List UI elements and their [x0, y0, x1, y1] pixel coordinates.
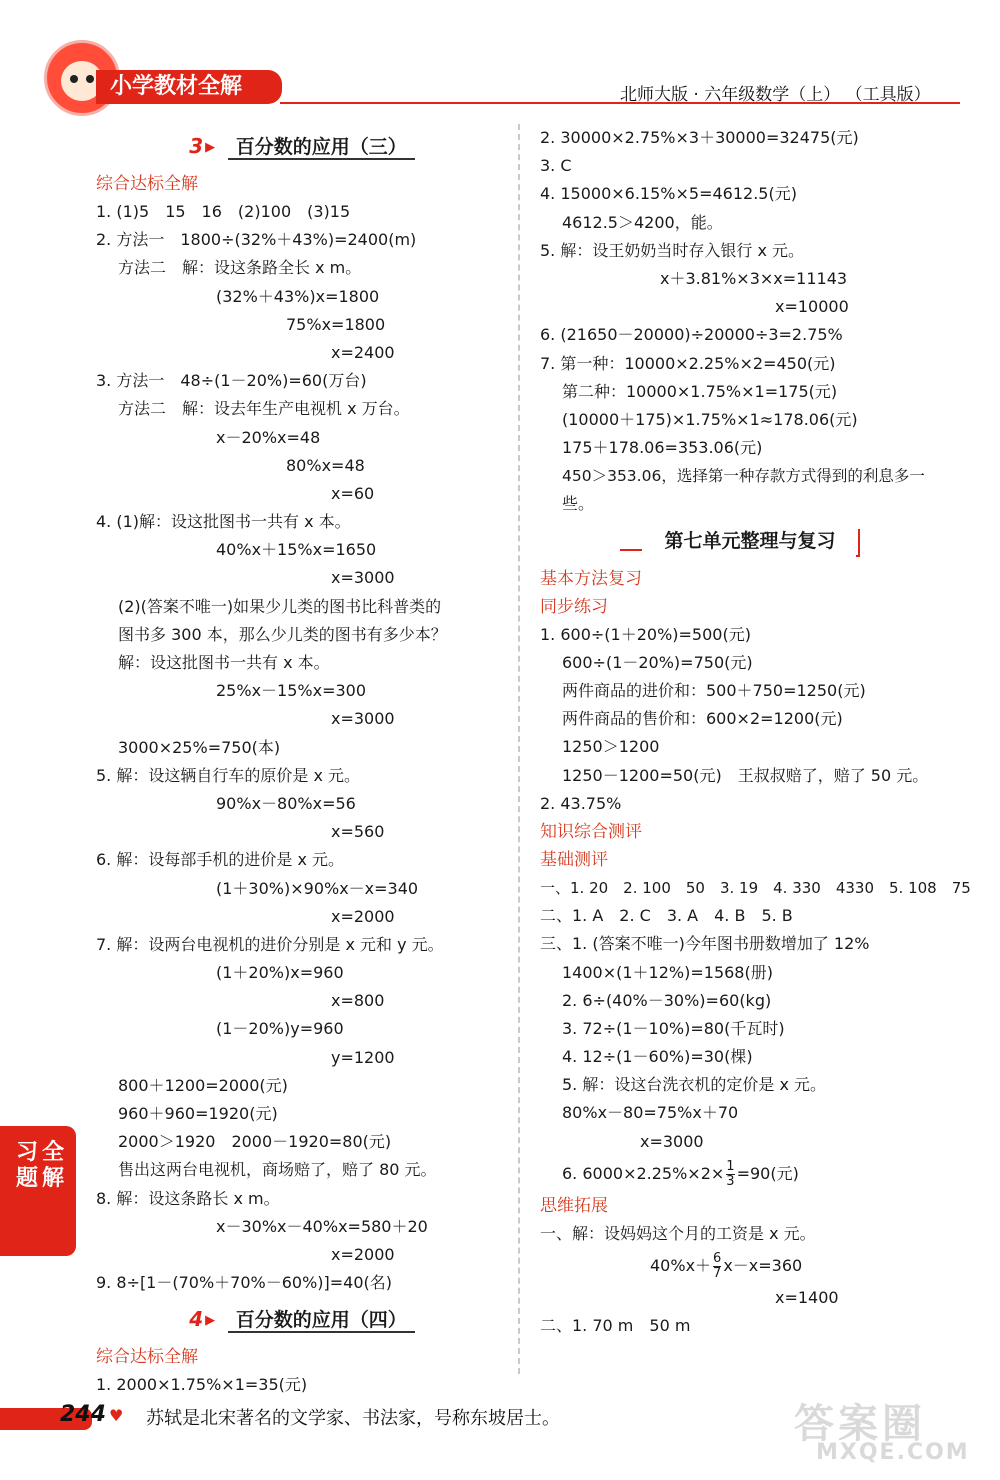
section-heading-3: 3 ▶ 百分数的应用（三）	[96, 126, 508, 166]
answer-line: 8. 解：设这条路长 x m。	[96, 1188, 280, 1208]
answer-line: 2. 30000×2.75%×3＋30000=32475(元)	[540, 128, 859, 147]
answer-line: 第二种：10000×1.75%×1=175(元)	[562, 381, 838, 401]
answer-line: 6. 解：设每部手机的进价是 x 元。	[96, 850, 344, 870]
answer-line: 3. 方法一 48÷(1－20%)=60(万台)	[96, 371, 367, 391]
section-label: 知识综合测评	[540, 821, 642, 842]
answer-line: 图书多 300 本，那么少儿类的图书有多少本？	[118, 624, 447, 644]
column-divider	[518, 124, 520, 1374]
equation-line: x＋3.81%×3×x=11143	[660, 268, 848, 288]
equation-line: x=2000	[331, 906, 395, 926]
answer-line: 两件商品的进价和：500＋750=1250(元)	[562, 681, 866, 700]
answer-line: 2. 43.75%	[540, 793, 622, 813]
equation-line: x=3000	[331, 709, 395, 729]
answer-line: 2. 6÷(40%－30%)=60(kg)	[562, 990, 772, 1010]
section-label: 基本方法复习	[540, 568, 642, 589]
equation-line: (1＋30%)×90%x－x=340	[216, 878, 419, 898]
answer-line: 6. 6000×2.25%×2× $\frac{1}{3}$ =90(元)	[562, 1158, 799, 1189]
answer-line: 2000＞1920 2000－1920=80(元)	[118, 1132, 392, 1152]
watermark-logo: 答案圈 MXQE.COM	[794, 1401, 970, 1465]
answer-line: 1250＞1200	[562, 737, 660, 757]
answer-line: 一、1. 20 2. 100 50 3. 19 4. 330 4330 5. 108 75	[540, 878, 971, 897]
equation-line: (1－20%)y=960	[216, 1019, 344, 1039]
answer-line: 600÷(1－20%)=750(元)	[562, 652, 753, 672]
equation-line: x=560	[331, 822, 385, 842]
equation-line: 40%x＋15%x=1650	[216, 540, 377, 560]
equation-line: x=60	[331, 483, 375, 503]
answer-line: 4. 15000×6.15%×5=4612.5(元)	[540, 184, 797, 204]
answer-line: 3. C	[540, 156, 572, 176]
page-header	[0, 0, 1000, 110]
answer-line: 1. 2000×1.75%×1=35(元)	[96, 1375, 308, 1395]
answer-line: (2)(答案不唯一)如果少儿类的图书比科普类的	[118, 596, 442, 616]
side-tab-label: 习题 全解	[0, 1126, 76, 1256]
answer-line: 方法二 解：设去年生产电视机 x 万台。	[118, 399, 410, 419]
section-label: 同步练习	[540, 596, 608, 617]
equation-line: 80%x－80=75%x＋70	[562, 1103, 739, 1123]
equation-line: x－20%x=48	[216, 427, 321, 447]
equation-line: x=3000	[640, 1131, 704, 1151]
right-column	[540, 124, 971, 1340]
answer-line: 4. 12÷(1－60%)=30(棵)	[562, 1047, 753, 1067]
equation-line: x=800	[331, 991, 385, 1011]
answer-line: 4. (1)解：设这批图书一共有 x 本。	[96, 512, 351, 532]
section-label: 思维拓展	[540, 1195, 608, 1216]
answer-line: 175＋178.06=353.06(元)	[562, 438, 763, 458]
equation-line: 25%x－15%x=300	[216, 681, 367, 701]
answer-line: 960＋960=1920(元)	[118, 1104, 278, 1123]
equation-line: 75%x=1800	[286, 314, 386, 334]
answer-line: 两件商品的售价和：600×2=1200(元)	[562, 709, 843, 729]
answer-line: 二、1. A 2. C 3. A 4. B 5. B	[540, 906, 793, 926]
left-column	[96, 124, 508, 1400]
answer-line: 6. (21650－20000)÷20000÷3=2.75%	[540, 325, 843, 345]
equation-line: y=1200	[331, 1047, 395, 1067]
answer-line: 三、1. (答案不唯一)今年图书册数增加了 12%	[540, 934, 870, 954]
answer-line: 方法二 解：设这条路全长 x m。	[118, 258, 362, 278]
equation-line: (1＋20%)x=960	[216, 963, 344, 983]
equation-line: x=3000	[331, 568, 395, 588]
equation-line: x=1400	[775, 1288, 839, 1307]
page-number: 244 ♥	[60, 1402, 123, 1427]
equation-line: 80%x=48	[286, 455, 365, 475]
answer-line: 二、1. 70 m 50 m	[540, 1316, 691, 1336]
section-heading-4: 4 ▶ 百分数的应用（四）	[96, 1299, 508, 1339]
section-label: 综合达标全解	[96, 174, 198, 194]
section-label: 综合达标全解	[96, 1347, 198, 1368]
answer-line: 售出这两台电视机，商场赔了，赔了 80 元。	[118, 1160, 437, 1180]
answer-line: 1. 600÷(1＋20%)=500(元)	[540, 624, 751, 644]
answer-line: 4612.5＞4200，能。	[562, 212, 723, 232]
answer-line: 5. 解：设王奶奶当时存入银行 x 元。	[540, 240, 804, 260]
answer-line: 7. 解：设两台电视机的进价分别是 x 元和 y 元。	[96, 934, 444, 954]
equation-line: 90%x－80%x=56	[216, 793, 356, 813]
answer-line: 1250－1200=50(元) 王叔叔赔了，赔了 50 元。	[562, 765, 929, 785]
answer-line: 解：设这批图书一共有 x 本。	[118, 653, 330, 672]
answer-line: 7. 第一种：10000×2.25%×2=450(元)	[540, 353, 836, 373]
unit-heading: 第七单元整理与复习	[540, 521, 960, 561]
equation-line: x=2000	[331, 1244, 395, 1264]
answer-line: (10000＋175)×1.75%×1≈178.06(元)	[562, 409, 858, 429]
answer-line: 9. 8÷[1－(70%＋70%－60%)]=40(名)	[96, 1273, 393, 1293]
equation-line: x=10000	[775, 297, 849, 317]
answer-line: 5. 解：设这台洗衣机的定价是 x 元。	[562, 1075, 826, 1095]
edition-label: 北师大版 · 六年级数学（上） （工具版）	[620, 85, 931, 105]
answer-line: 5. 解：设这辆自行车的原价是 x 元。	[96, 765, 360, 785]
answer-line: 些。	[562, 494, 595, 514]
answer-line: 450＞353.06，选择第一种存款方式得到的利息多一	[562, 467, 925, 486]
answer-line: 2. 方法一 1800÷(32%＋43%)=2400(m)	[96, 230, 417, 250]
equation-line: x=2400	[331, 342, 395, 362]
answer-line: 1400×(1＋12%)=1568(册)	[562, 962, 773, 982]
fraction: $\frac{1}{3}$	[726, 1158, 735, 1189]
section-label: 基础测评	[540, 849, 608, 870]
brand-title: 小学教材全解	[96, 70, 282, 104]
footer-note: 苏轼是北宋著名的文学家、书法家，号称东坡居士。	[146, 1408, 560, 1429]
answer-line: 3. 72÷(1－10%)=80(千瓦时)	[562, 1018, 785, 1038]
equation-line: x－30%x－40%x=580＋20	[216, 1216, 428, 1236]
answer-line: 一、解：设妈妈这个月的工资是 x 元。	[540, 1223, 816, 1243]
fraction: $\frac{6}{7}$	[713, 1251, 722, 1281]
answer-line: 800＋1200=2000(元)	[118, 1075, 288, 1095]
equation-line: (32%＋43%)x=1800	[216, 286, 380, 306]
equation-line: 40%x＋ $\frac{6}{7}$ x－x=360	[650, 1251, 803, 1281]
answer-line: 1. (1)5 15 16 (2)100 (3)15	[96, 202, 351, 221]
answer-line: 3000×25%=750(本)	[118, 737, 281, 757]
